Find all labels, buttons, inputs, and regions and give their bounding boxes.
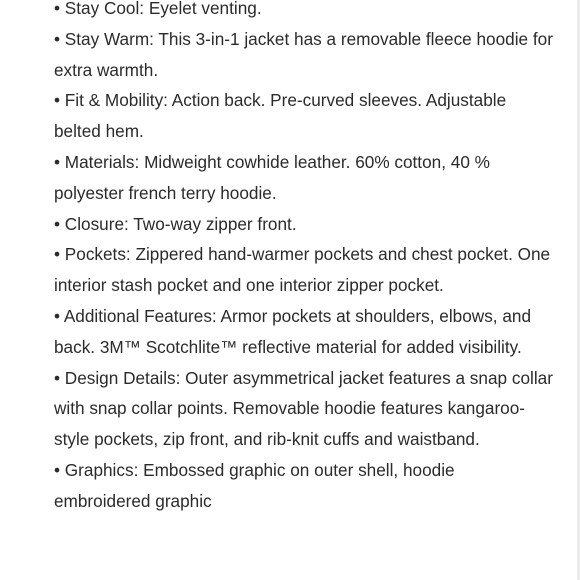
feature-stay-cool: • Stay Cool: Eyelet venting. [54, 0, 262, 18]
feature-additional: • Additional Features: Armor pockets at shoulders, elbows, and back. 3M™ Scotchlite™ reflective material for added visibility. [54, 305, 532, 357]
feature-closure: • Closure: Two-way zipper front. [54, 213, 297, 234]
feature-list [54, 0, 554, 517]
feature-pockets: • Pockets: Zippered hand-warmer pockets and chest pocket. One interior stash pocket and one interior zipper pocket. [54, 244, 551, 296]
feature-materials: • Materials: Midweight cowhide leather. 60% cotton, 40 % polyester french terry hoodie. [54, 151, 490, 203]
feature-design-details: • Design Details: Outer asymmetrical jacket features a snap collar with snap collar points. Removable hoodie features kangaroo-style pockets, zip front, and rib-knit cuffs and waistband. [54, 367, 553, 450]
feature-stay-warm: • Stay Warm: This 3-in-1 jacket has a removable fleece hoodie for extra warmth. [54, 28, 553, 80]
feature-graphics: • Graphics: Embossed graphic on outer shell, hoodie embroidered graphic [54, 459, 455, 511]
feature-fit-mobility: • Fit & Mobility: Action back. Pre-curved sleeves. Adjustable belted hem. [54, 90, 507, 142]
